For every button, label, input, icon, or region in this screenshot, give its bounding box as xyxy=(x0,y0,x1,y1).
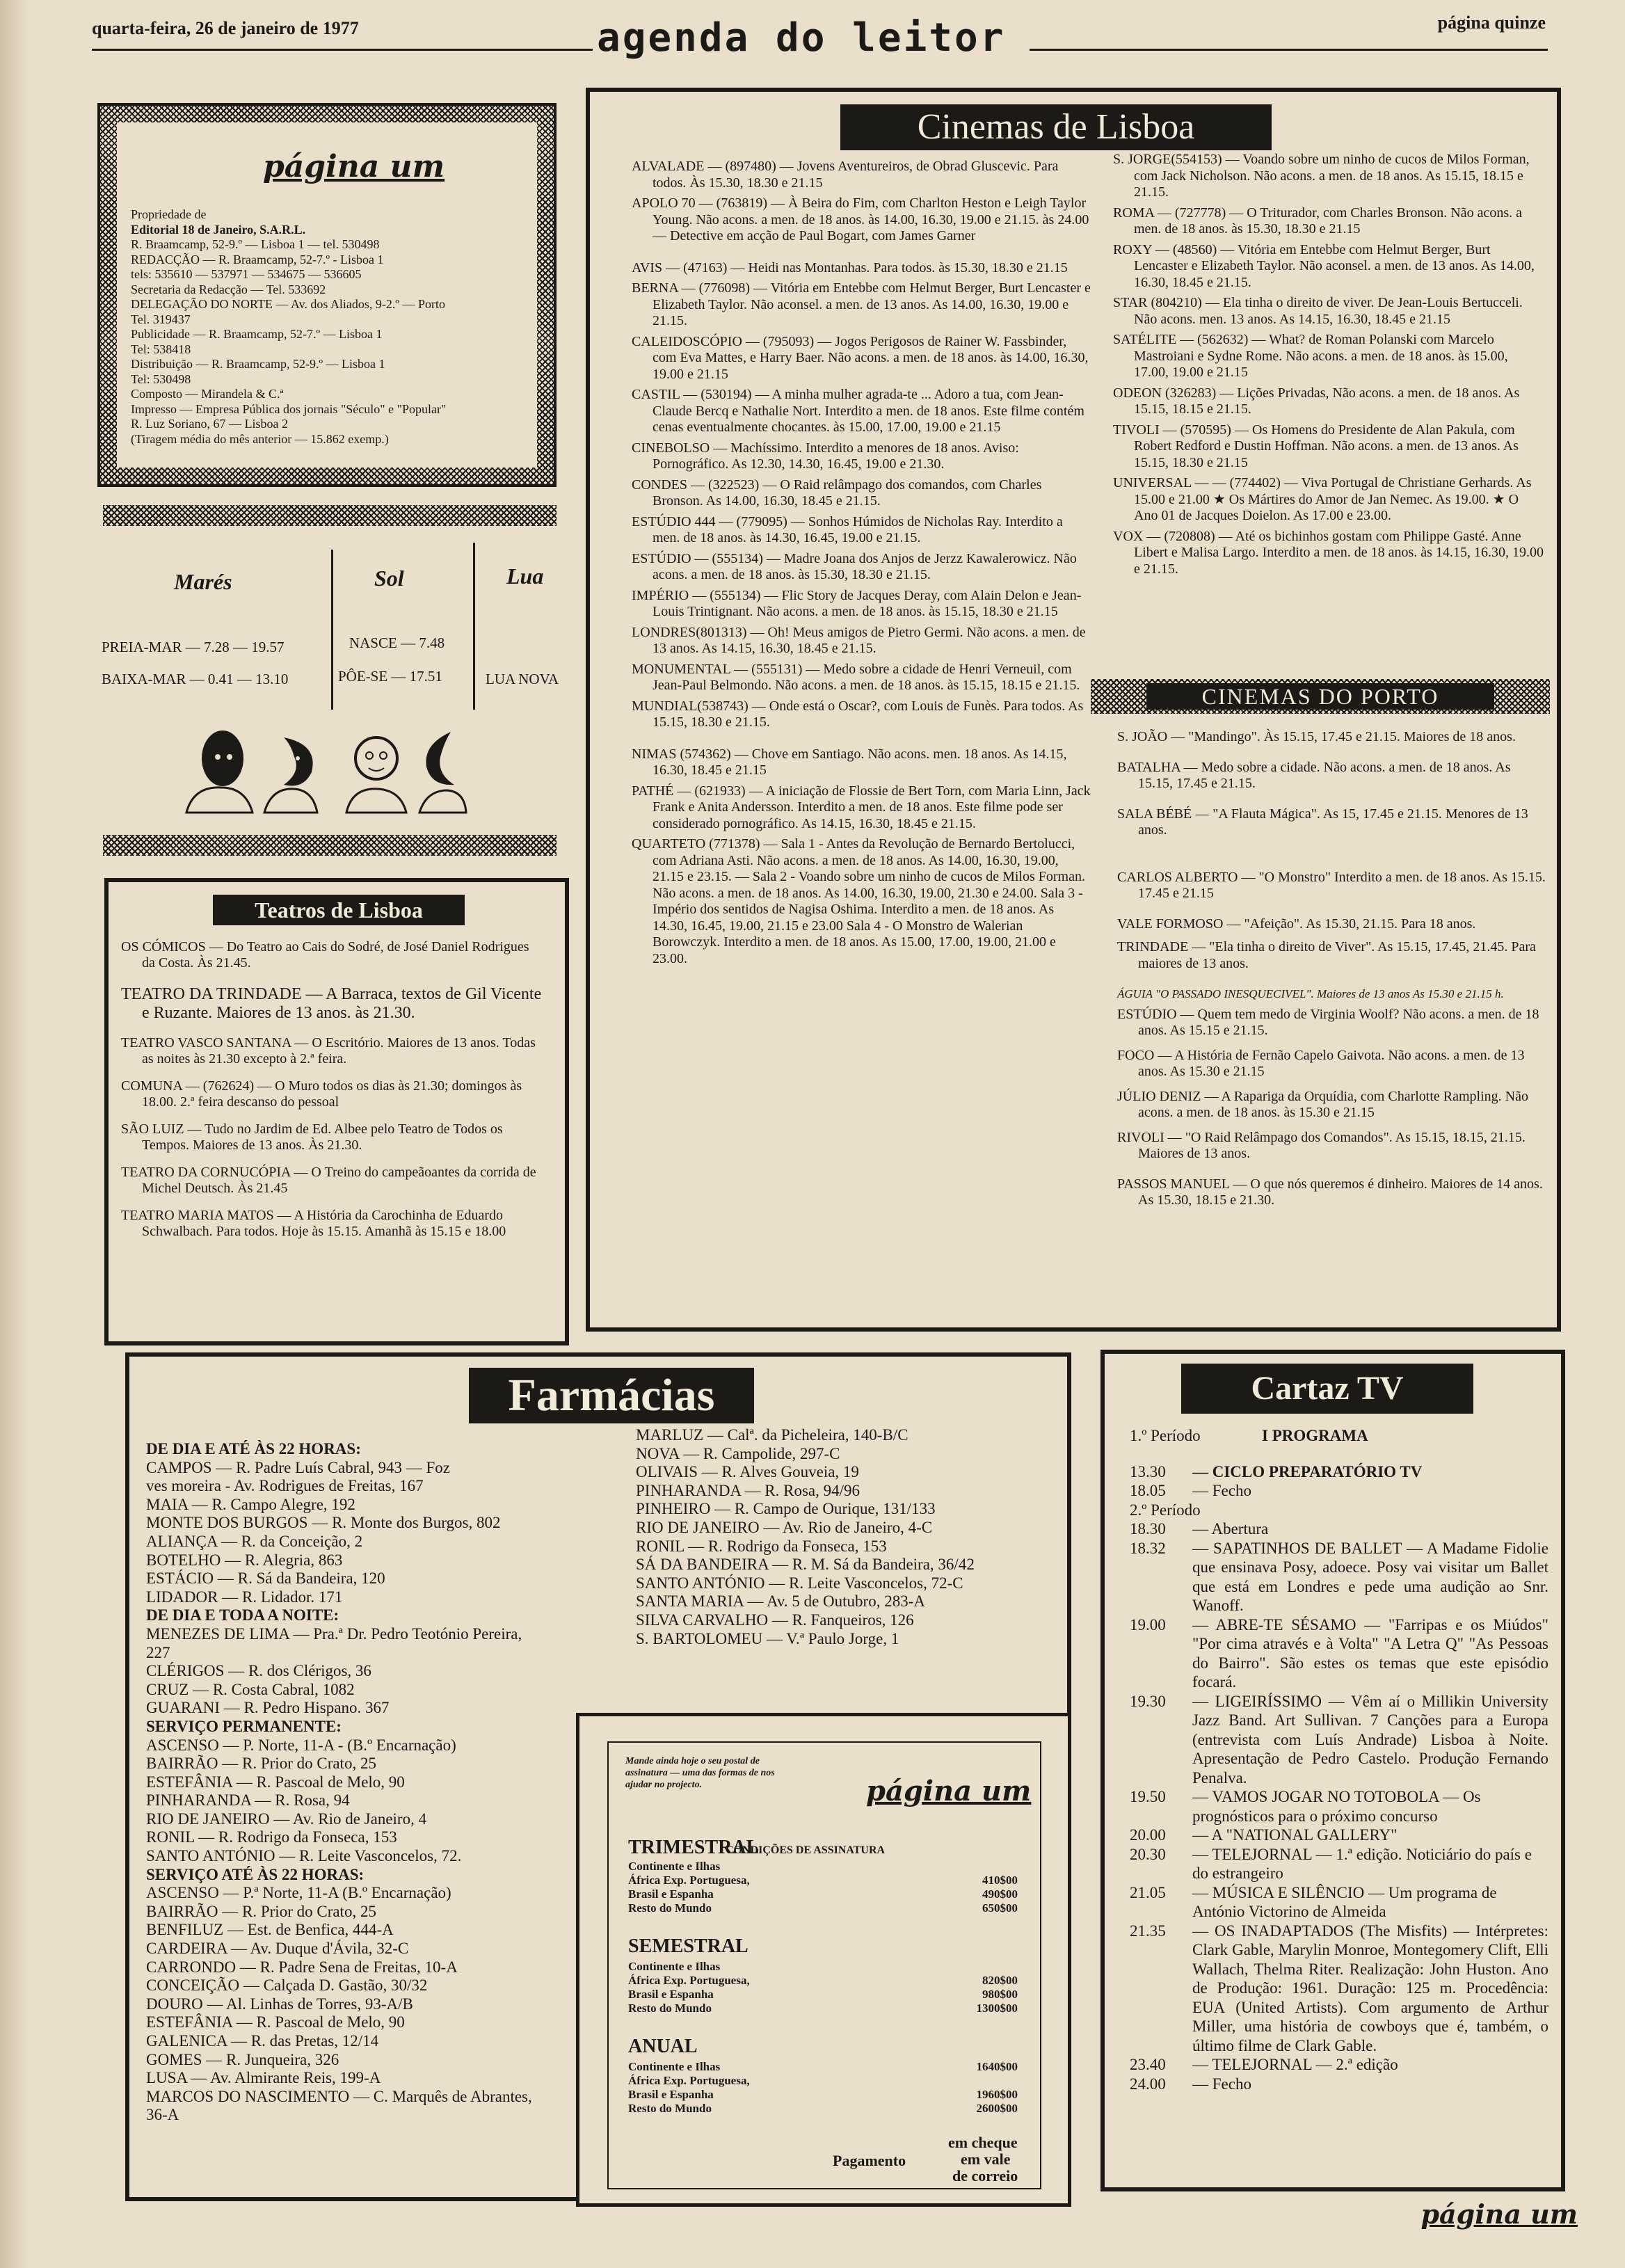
tides-divider-1 xyxy=(331,550,333,710)
trimestral-rows xyxy=(628,1860,1018,1915)
teatros-title: Teatros de Lisboa xyxy=(213,895,465,925)
price-row xyxy=(628,1960,1018,1974)
tv-time: 19.00 xyxy=(1130,1615,1166,1634)
price-region: África Exp. Portuguesa, xyxy=(628,1974,750,1987)
tv-time: 23.40 xyxy=(1130,2056,1166,2073)
tv-row xyxy=(1130,1787,1548,1826)
tides-heading: Marés xyxy=(174,569,232,594)
tv-time: 20.30 xyxy=(1130,1845,1166,1863)
farmacia-line: SERVIÇO ATÉ ÀS 22 HORAS: xyxy=(146,1865,365,1883)
moon-heading: Lua xyxy=(506,564,544,589)
price-value: 1960$00 xyxy=(976,2088,1018,2101)
tv-program: — TELEJORNAL — 1.ª edição. Noticiário do país e do estrangeiro xyxy=(1192,1845,1532,1882)
cinemas-porto-list xyxy=(1117,729,1548,1213)
price-value: 410$00 xyxy=(982,1874,1018,1887)
cinemas-box xyxy=(586,88,1561,1332)
tv-row xyxy=(1130,2075,1548,2094)
cinema-item: MONUMENTAL — (555131) — Medo sobre a cidade de Henri Verneuil, com Jean-Paul Belmondo. Não acons. a men. de 18 anos. às 15.15, 18.15 e 21.15. xyxy=(632,661,1080,693)
farmacia-line: PINHEIRO — R. Campo de Ourique, 131/133 xyxy=(636,1500,936,1518)
face-2-icon xyxy=(264,737,317,813)
masthead-line: R. Braamcamp, 52-9.º — Lisboa 1 — tel. 530498 xyxy=(131,237,380,251)
price-value: 820$00 xyxy=(982,1974,1018,1987)
assinatura-heading: CONDIÇÕES DE ASSINATURA xyxy=(726,1844,886,1856)
farmacia-line: LIDADOR — R. Lidador. 171 xyxy=(146,1588,343,1606)
tv-program: — VAMOS JOGAR NO TOTOBOLA — Os prognósticos para o próximo concurso xyxy=(1192,1788,1481,1825)
trimestral-label: TRIMESTRAL xyxy=(628,1837,760,1858)
farmacia-line: DE DIA E TODA A NOITE: xyxy=(146,1606,339,1624)
cinema-item: AVIS — (47163) — Heidi nas Montanhas. Para todos. às 15.30, 18.30 e 21.15 xyxy=(632,259,1068,275)
face-4-icon xyxy=(419,732,466,813)
tv-row xyxy=(1130,1692,1548,1788)
sunset: PÔE-SE — 17.51 xyxy=(338,668,442,685)
tv-row xyxy=(1130,1845,1548,1883)
farmacias-box xyxy=(125,1352,1071,2201)
hatch-band-bottom xyxy=(103,835,557,856)
porto-item: CARLOS ALBERTO — "O Monstro" Interdito a men. de 18 anos. As 15.15. 17.45 e 21.15 xyxy=(1117,869,1546,901)
tv-program: — MÚSICA E SILÊNCIO — Um programa de António Victorino de Almeida xyxy=(1192,1883,1497,1920)
anual-label: ANUAL xyxy=(628,2036,698,2057)
farmacia-line: ESTÁCIO — R. Sá da Bandeira, 120 xyxy=(146,1570,385,1588)
tv-program: — OS INADAPTADOS (The Misfits) — Intérpretes: Clark Gable, Marylin Monroe, Montegomery Clift, Elli Wallach, Thelma Riter. Realização: John Huston. Ano de Produção: 1961. Duração: 125 m. Procedência: EUA (United Artists). Com argumento de Arthur Miller, uma história de cowboys que é, também, o último filme de Clark Gable. xyxy=(1192,1922,1548,2054)
tv-title: Cartaz TV xyxy=(1181,1364,1473,1414)
masthead-line: Tel: 538418 xyxy=(131,342,191,356)
price-row xyxy=(628,1901,1018,1915)
farmacia-line: RONIL — R. Rodrigo da Fonseca, 153 xyxy=(146,1828,397,1846)
farmacia-line: MARCOS DO NASCIMENTO — C. Marquês de Abrantes, 36-A xyxy=(146,2087,532,2124)
masthead-line: Editorial 18 de Janeiro, S.A.R.L. xyxy=(131,222,306,237)
farmacia-line: BENFILUZ — Est. de Benfica, 444-A xyxy=(146,1921,394,1939)
masthead-frame xyxy=(97,103,557,487)
tv-program: — Abertura xyxy=(1192,1520,1269,1538)
porto-item: BATALHA — Medo sobre a cidade. Não acons. a men. de 18 anos. As 15.15, 17.45 e 21.15. xyxy=(1117,759,1511,791)
farmacia-line: RIO DE JANEIRO — Av. Rio de Janeiro, 4-C xyxy=(636,1518,933,1536)
tv-time: 19.50 xyxy=(1130,1788,1166,1805)
price-row xyxy=(628,1974,1018,1988)
farmacia-line: CAMPOS — R. Padre Luís Cabral, 943 — Foz xyxy=(146,1458,450,1476)
porto-banner-hatch xyxy=(1091,679,1550,714)
tv-row xyxy=(1130,1462,1548,1482)
price-value: 650$00 xyxy=(982,1901,1018,1915)
tv-program: — TELEJORNAL — 2.ª edição xyxy=(1192,2056,1398,2073)
masthead-lines xyxy=(131,207,534,447)
porto-item: ESTÚDIO — Quem tem medo de Virginia Woolf? Não acons. a men. de 18 anos. As 15.15 e 21.15. xyxy=(1117,1006,1539,1038)
cinema-item: ESTÚDIO — (555134) — Madre Joana dos Anjos de Jerzz Kawalerowicz. Não acons. a men. de 18 anos. às 15.30, 18.30 e 21.15. xyxy=(632,550,1077,582)
farmacias-col1 xyxy=(146,1440,550,2125)
price-row xyxy=(628,2060,1018,2074)
moon-phase: LUA NOVA xyxy=(486,671,559,687)
masthead-line: Tel. 319437 xyxy=(131,312,191,326)
farmacia-line: GUARANI — R. Pedro Hispano. 367 xyxy=(146,1699,390,1717)
price-region: Resto do Mundo xyxy=(628,1901,712,1915)
price-row xyxy=(628,1887,1018,1901)
cinema-item: TIVOLI — (570595) — Os Homens do Presidente de Alan Pakula, com Robert Redford e Dustin Hoffman. Não acons. a men. de 13 anos. As 15.15, 18.30 e 21.15 xyxy=(1113,422,1519,470)
tv-program: — A "NATIONAL GALLERY" xyxy=(1192,1826,1398,1844)
farmacia-line: SANTO ANTÓNIO — R. Leite Vasconcelos, 72. xyxy=(146,1847,462,1865)
farmacia-line: PINHARANDA — R. Rosa, 94/96 xyxy=(636,1481,860,1499)
cinema-item: PATHÉ — (621933) — A iniciação de Flossie de Bert Torn, com Maria Linn, Jack Frank e Anita Andersson. Interdito a men. de 18 anos. Este filme pode ser considerado pornográfico. As 14.15, 16.30, 18.45 e 21.15. xyxy=(632,783,1091,831)
farmacia-line: CARDEIRA — Av. Duque d'Ávila, 32-C xyxy=(146,1940,409,1958)
tv-time: 18.30 xyxy=(1130,1520,1166,1538)
tv-program: — Fecho xyxy=(1192,2075,1251,2093)
farmacia-line: RONIL — R. Rodrigo da Fonseca, 153 xyxy=(636,1537,887,1555)
masthead-line: tels: 535610 — 537971 — 534675 — 536605 xyxy=(131,267,362,281)
tv-time: 18.05 xyxy=(1130,1482,1166,1499)
farmacia-line: SÁ DA BANDEIRA — R. M. Sá da Bandeira, 36/42 xyxy=(636,1556,975,1574)
cinema-item: ROMA — (727778) — O Triturador, com Charles Bronson. Não acons. a men. de 18 anos. às 15.30, 18.30 e 21.15 xyxy=(1113,205,1523,237)
price-region: Continente e Ilhas xyxy=(628,1960,721,1973)
cinema-item: MUNDIAL(538743) — Onde está o Oscar?, com Louis de Funès. Para todos. As 15.15, 18.30 e 21.15. xyxy=(632,698,1084,730)
farmacia-line: CARRONDO — R. Padre Sena de Freitas, 10-A xyxy=(146,1958,458,1976)
price-value: 1300$00 xyxy=(976,2002,1018,2015)
cartoon-faces xyxy=(179,724,486,814)
sun-heading: Sol xyxy=(374,566,404,591)
farmacia-line: LUSA — Av. Almirante Reis, 199-A xyxy=(146,2069,381,2087)
teatros-list xyxy=(121,939,545,1244)
masthead-line: Distribuição — R. Braamcamp, 52-9.º — Lisboa 1 xyxy=(131,357,385,371)
masthead-line: R. Luz Soriano, 67 — Lisboa 2 xyxy=(131,417,288,431)
pay-label: Pagamento xyxy=(833,2152,906,2169)
tv-program: — ABRE-TE SÉSAMO — "Farripas e os Miúdos" "Por cima através e à Volta" "A Letra Q" "As Pessoas do Bairro". São estes os temas que este episódio focará. xyxy=(1192,1615,1548,1691)
price-value: 1640$00 xyxy=(976,2060,1018,2073)
price-region: Resto do Mundo xyxy=(628,2002,712,2015)
cinemas-porto-title: CINEMAS DO PORTO xyxy=(1146,683,1494,710)
masthead-line: Tel: 530498 xyxy=(131,372,191,386)
porto-item: PASSOS MANUEL — O que nós queremos é dinheiro. Maiores de 14 anos. As 15.30, 18.15 e 21.30. xyxy=(1117,1176,1543,1208)
price-row xyxy=(628,2074,1018,2088)
tv-time: 18.32 xyxy=(1130,1539,1166,1557)
farmacia-line: MONTE DOS BURGOS — R. Monte dos Burgos, 802 xyxy=(146,1514,501,1532)
cinema-item: S. JORGE(554153) — Voando sobre um ninho de cucos de Milos Forman, com Jack Nicholson. Não acons. a men. de 18 anos. As 15.15, 18.15 e 21.15. xyxy=(1113,152,1530,200)
farmacia-line: S. BARTOLOMEU — V.ª Paulo Jorge, 1 xyxy=(636,1629,899,1647)
tv-row xyxy=(1130,1481,1548,1501)
porto-item: VALE FORMOSO — "Afeição". As 15.30, 21.15. Para 18 anos. xyxy=(1117,916,1476,932)
farmacia-line: ESTEFÂNIA — R. Pascoal de Melo, 90 xyxy=(146,2013,405,2031)
cinemas-lisboa-col2 xyxy=(1113,152,1544,582)
farmacia-line: MAIA — R. Campo Alegre, 192 xyxy=(146,1495,355,1513)
header-rule-right xyxy=(1030,49,1548,51)
cinema-item: ESTÚDIO 444 — (779095) — Sonhos Húmidos de Nicholas Ray. Interdito a men. de 18 anos. às 14.30, 16.45, 19.00 e 21.15. xyxy=(632,513,1063,545)
header-date: quarta-feira, 26 de janeiro de 1977 xyxy=(92,18,359,38)
farmacia-line: ves moreira - Av. Rodrigues de Freitas, 167 xyxy=(146,1477,424,1495)
tv-row xyxy=(1130,1826,1548,1845)
cinema-item: QUARTETO (771378) — Sala 1 - Antes da Revolução de Bernardo Bertolucci, com Adriana Asti. Não acons. a men. de 18 anos. As 14.00, 16.30, 19.00, 21.15 e 23.15. — Sala 2 - Voando sobre um ninho de cucos de Milos Forman. Não acons. a men. de 18 anos. As 14.00, 16.30, 19.00, 21.30 e 24.00. Sala 3 - Império dos sentidos de Nagisa Oshima. Interdito a men. de 18 anos. As 14.30, 16.45, 19.00, 21.15 e 23.00 Sala 4 - O Monstro de Walerian Borowczyk. Interdito a men. de 18 anos. As 15.00, 17.00, 19.00, 21.00 e 23.00. xyxy=(632,836,1085,966)
masthead-inner xyxy=(117,122,537,468)
tv-program: I PROGRAMA xyxy=(1262,1427,1368,1444)
tv-time: 2.º Período xyxy=(1130,1501,1201,1519)
tv-row xyxy=(1130,1501,1548,1520)
farmacia-line: GOMES — R. Junqueira, 326 xyxy=(146,2050,339,2068)
header-rule-left xyxy=(92,49,593,51)
farmacia-line: MARLUZ — Calª. da Picheleira, 140-B/C xyxy=(636,1426,908,1444)
pay-vale: em vale xyxy=(961,2150,1011,2168)
sunrise: NASCE — 7.48 xyxy=(349,634,445,651)
farmacia-line: SANTA MARIA — Av. 5 de Outubro, 283-A xyxy=(636,1592,925,1611)
price-region: África Exp. Portuguesa, xyxy=(628,1874,750,1887)
cinema-item: CALEIDOSCÓPIO — (795093) — Jogos Perigosos de Rainer W. Fassbinder, com Eva Mattes, e Harry Baer. Não acons. a men. de 18 anos. às 14.00, 16.30, 19.00 e 21.15 xyxy=(632,333,1089,382)
price-row xyxy=(628,1860,1018,1874)
cinemas-lisboa-col1 xyxy=(632,159,1091,971)
tv-time: 13.30 xyxy=(1130,1462,1166,1480)
farmacia-line: PINHARANDA — R. Rosa, 94 xyxy=(146,1791,350,1810)
farmacia-line: ALIANÇA — R. da Conceição, 2 xyxy=(146,1532,363,1550)
price-region: Brasil e Espanha xyxy=(628,1887,714,1901)
price-value: 2600$00 xyxy=(976,2102,1018,2115)
teatro-item: TEATRO DA TRINDADE — A Barraca, textos de Gil Vicente e Ruzante. Maiores de 13 anos. às 21.30. xyxy=(121,985,542,1022)
price-row xyxy=(628,2102,1018,2116)
farmacia-line: RIO DE JANEIRO — Av. Rio de Janeiro, 4 xyxy=(146,1810,427,1828)
price-row xyxy=(628,2002,1018,2015)
farmacias-title: Farmácias xyxy=(469,1368,754,1423)
porto-item: ÁGUIA "O PASSADO INESQUECIVEL". Maiores de 13 anos As 15.30 e 21.15 h. xyxy=(1117,987,1504,1000)
tv-program: — CICLO PREPARATÓRIO TV xyxy=(1192,1462,1423,1480)
header-title: agenda do leitor xyxy=(597,15,1006,61)
pay-cheque: em cheque xyxy=(948,2134,1018,2151)
tv-program: — SAPATINHOS DE BALLET — A Madame Fidolie que ensinava Posy, adoece. Posy vai visitar um Ballet que está em Londres e pede uma audição ao Snr. Wanoff. xyxy=(1192,1539,1548,1614)
masthead-line: Composto — Mirandela & C.ª xyxy=(131,387,284,401)
face-1-icon xyxy=(186,730,253,813)
masthead-line: REDACÇÃO — R. Braamcamp, 52-7.º - Lisboa 1 xyxy=(131,252,384,266)
farmacia-line: SERVIÇO PERMANENTE: xyxy=(146,1717,342,1735)
assinatura-box xyxy=(576,1713,1071,2207)
face-3-icon xyxy=(346,737,406,813)
tv-row xyxy=(1130,1615,1548,1692)
teatro-item: OS CÓMICOS — Do Teatro ao Cais do Sodré, de José Daniel Rodrigues da Costa. Às 21.45. xyxy=(121,939,529,971)
cinema-item: CONDES — (322523) — O Raid relâmpago dos comandos, com Charles Bronson. As 14.00, 16.30, 18.45 e 21.15. xyxy=(632,477,1042,509)
porto-item: S. JOÃO — "Mandingo". Às 15.15, 17.45 e 21.15. Maiores de 18 anos. xyxy=(1117,729,1516,744)
tv-program: — Fecho xyxy=(1192,1482,1251,1499)
tv-time: 21.05 xyxy=(1130,1883,1166,1901)
tv-time: 19.30 xyxy=(1130,1692,1166,1710)
cinema-item: ODEON (326283) — Lições Privadas, Não acons. a men. de 18 anos. As 15.15, 18.15 e 21.15. xyxy=(1113,385,1520,417)
cinema-item: NIMAS (574362) — Chove em Santiago. Não acons. men. 18 anos. As 14.15, 16.30, 18.45 e 21.15 xyxy=(632,746,1067,778)
teatro-item: TEATRO MARIA MATOS — A História da Carochinha de Eduardo Schwalbach. Para todos. Hoje às 15.15. Amanhã às 15.15 e 18.00 xyxy=(121,1208,506,1239)
masthead-line: (Tiragem média do mês anterior — 15.862 exemp.) xyxy=(131,431,389,446)
cinema-item: VOX — (720808) — Até os bichinhos gostam com Philippe Gasté. Anne Libert e Malisa Largo. Interdito a men. de 18 anos. às 14.15, 16.30, 19.00 e 21.15. xyxy=(1113,528,1544,577)
price-region: Continente e Ilhas xyxy=(628,1860,721,1873)
teatro-item: TEATRO VASCO SANTANA — O Escritório. Maiores de 13 anos. Todas as noites às 21.30 excepto à 2.ª feira. xyxy=(121,1035,536,1067)
price-value: 490$00 xyxy=(982,1887,1018,1901)
tv-time: 21.35 xyxy=(1130,1922,1166,1940)
farmacia-line: ESTEFÂNIA — R. Pascoal de Melo, 90 xyxy=(146,1773,405,1791)
price-region: Brasil e Espanha xyxy=(628,1988,714,2001)
farmacia-line: SILVA CARVALHO — R. Fanqueiros, 126 xyxy=(636,1611,914,1629)
cinema-item: LONDRES(801313) — Oh! Meus amigos de Pietro Germi. Não acons. a men. de 13 anos. As 14.15, 16.30, 18.45 e 21.15. xyxy=(632,624,1086,656)
low-tide: BAIXA-MAR — 0.41 — 13.10 xyxy=(102,671,289,687)
porto-item: TRINDADE — "Ela tinha o direito de Viver". As 15.15, 17.45, 21.45. Para maiores de 13 anos. xyxy=(1117,939,1536,971)
teatros-box xyxy=(104,878,569,1345)
farmacia-line: OLIVAIS — R. Alves Gouveia, 19 xyxy=(636,1463,859,1481)
cinema-item: IMPÉRIO — (555134) — Flic Story de Jacques Deray, com Alain Delon e Jean-Louis Trintignant. Não acons. a men. de 18 anos. às 15.15, 18.30 e 21.15 xyxy=(632,587,1082,619)
page-edge xyxy=(0,0,28,2268)
masthead-line: Impresso — Empresa Pública dos jornais "Século" e "Popular" xyxy=(131,401,447,416)
cinema-item: ALVALADE — (897480) — Jovens Aventureiros, de Obrad Gluscevic. Para todos. Às 15.30, 18.30 e 21.15 xyxy=(632,159,1059,191)
masthead-line: Propriedade de xyxy=(131,207,207,221)
farmacia-line: GALENICA — R. das Pretas, 12/14 xyxy=(146,2032,379,2050)
cinema-item: APOLO 70 — (763819) — À Beira do Fim, com Charlton Heston e Leigh Taylor Young. Não acons. a men. de 18 anos. às 14.00, 16.30, 19.00 e 21.15. às 24.00 — Detective em acção de Paul Bogart, com James Garner xyxy=(632,195,1089,243)
anual-rows xyxy=(628,2060,1018,2116)
farmacia-line: CLÉRIGOS — R. dos Clérigos, 36 xyxy=(146,1662,371,1680)
teatro-item: TEATRO DA CORNUCÓPIA — O Treino do campeãoantes da corrida de Michel Deutsch. Às 21.45 xyxy=(121,1165,536,1196)
tides-divider-2 xyxy=(473,543,475,710)
farmacia-line: BAIRRÃO — R. Prior do Crato, 25 xyxy=(146,1755,376,1773)
cinema-item: UNIVERSAL — — (774402) — Viva Portugal de Christiane Gerhards. As 15.00 e 21.00 ★ Os Mártires do Amor de Jan Nemec. As 19.00. ★ O Ano 01 de Jacques Doielon. As 17.00 e 23.00. xyxy=(1113,475,1532,523)
farmacia-line: DE DIA E ATÉ ÀS 22 HORAS: xyxy=(146,1440,361,1458)
farmacia-line: DOURO — Al. Linhas de Torres, 93-A/B xyxy=(146,1995,413,2013)
farmacia-line: BAIRRÃO — R. Prior do Crato, 25 xyxy=(146,1902,376,1920)
tv-row xyxy=(1130,2055,1548,2075)
tv-row xyxy=(1130,1426,1548,1446)
porto-item: SALA BÉBÉ — "A Flauta Mágica". As 15, 17.45 e 21.15. Menores de 13 anos. xyxy=(1117,806,1528,838)
farmacia-line: ASCENSO — P.ª Norte, 11-A (B.º Encarnação) xyxy=(146,1884,451,1902)
price-region: África Exp. Portuguesa, xyxy=(628,2074,750,2087)
farmacia-line: CONCEIÇÃO — Calçada D. Gastão, 30/32 xyxy=(146,1976,428,1995)
cinema-item: STAR (804210) — Ela tinha o direito de viver. De Jean-Louis Bertucceli. Não acons. men. 13 anos. As 14.15, 16.30, 18.45 e 21.15 xyxy=(1113,295,1523,327)
tv-time: 20.00 xyxy=(1130,1826,1166,1844)
price-value: 980$00 xyxy=(982,1988,1018,2001)
tv-time: 24.00 xyxy=(1130,2075,1166,2093)
price-region: Brasil e Espanha xyxy=(628,2088,714,2101)
teatro-item: SÃO LUIZ — Tudo no Jardim de Ed. Albee pelo Teatro de Todos os Tempos. Maiores de 13 anos. Às 21.30. xyxy=(121,1121,503,1153)
masthead-line: Secretaria da Redacção — Tel. 533692 xyxy=(131,282,326,296)
tv-time: 1.º Período xyxy=(1130,1427,1201,1444)
porto-item: RIVOLI — "O Raid Relâmpago dos Comandos". As 15.15, 18.15, 21.15. Maiores de 13 anos. xyxy=(1117,1129,1526,1161)
header-page: página quinze xyxy=(1437,13,1546,33)
semestral-rows xyxy=(628,1960,1018,2015)
tv-schedule xyxy=(1130,1426,1548,2093)
masthead-logo: página um xyxy=(263,149,445,184)
porto-item: JÚLIO DENIZ — A Rapariga da Orquídia, com Charlotte Rampling. Não acons. a men. de 18 anos. às 15.30 e 21.15 xyxy=(1117,1088,1528,1120)
farmacia-line: SANTO ANTÓNIO — R. Leite Vasconcelos, 72-C xyxy=(636,1574,963,1592)
cinemas-lisboa-title: Cinemas de Lisboa xyxy=(840,104,1272,150)
semestral-label: SEMESTRAL xyxy=(628,1935,749,1957)
price-row xyxy=(628,1988,1018,2002)
cinema-item: CINEBOLSO — Machíssimo. Interdito a menores de 18 anos. Aviso: Pornográfico. As 12.30, 14.30, 16.45, 19.00 e 21.30. xyxy=(632,440,1019,472)
tv-row xyxy=(1130,1922,1548,2056)
price-row xyxy=(628,2088,1018,2102)
farmacias-col2 xyxy=(636,1426,1053,1648)
hatch-band-top xyxy=(103,505,557,526)
cinema-item: SATÉLITE — (562632) — What? de Roman Polanski com Marcelo Mastroiani e Sydne Rome. Não acons. a men. de 18 anos. às 15.00, 17.00, 19.00 e 21.15 xyxy=(1113,332,1508,380)
farmacia-line: ASCENSO — P. Norte, 11-A - (B.º Encarnação) xyxy=(146,1736,456,1754)
farmacia-line: MENEZES DE LIMA — Pra.ª Dr. Pedro Teotónio Pereira, 227 xyxy=(146,1624,522,1661)
tv-row xyxy=(1130,1519,1548,1539)
farmacia-line: BOTELHO — R. Alegria, 863 xyxy=(146,1551,343,1569)
cinema-item: BERNA — (776098) — Vitória em Entebbe com Helmut Berger, Burt Lencaster e Elizabeth Taylor. Não aconsel. a men. de 13 anos. As 14.00, 16.30, 19.00 e 21.15. xyxy=(632,280,1091,328)
pay-correio: de correio xyxy=(952,2167,1018,2185)
farmacia-line: NOVA — R. Campolide, 297-C xyxy=(636,1444,840,1462)
price-region: Resto do Mundo xyxy=(628,2102,712,2115)
price-row xyxy=(628,1874,1018,1887)
assinatura-logo: página um xyxy=(866,1775,1032,1807)
cinema-item: ROXY — (48560) — Vitória em Entebbe com Helmut Berger, Burt Lencaster e Elizabeth Taylor. Não aconsel. a men. de 13 anos. As 14.00, 16.30, 18.45 e 21.15. xyxy=(1113,241,1535,290)
farmacia-line: CRUZ — R. Costa Cabral, 1082 xyxy=(146,1680,355,1698)
price-region: Continente e Ilhas xyxy=(628,2060,721,2073)
tv-program: — LIGEIRÍSSIMO — Vêm aí o Millikin University Jazz Band. Art Sullivan. 7 Canções para a Europa (entrevista com Luís Andrade) Lisboa à Noite. Apresentação de Pedro Castelo. Produção Fernando Penalva. xyxy=(1192,1692,1548,1787)
masthead-line: DELEGAÇÃO DO NORTE — Av. dos Aliados, 9-2.º — Porto xyxy=(131,297,445,311)
tv-row xyxy=(1130,1539,1548,1615)
tv-row xyxy=(1130,1883,1548,1922)
porto-item: FOCO — A História de Fernão Capelo Gaivota. Não acons. a men. de 13 anos. As 15.30 e 21.15 xyxy=(1117,1047,1525,1079)
teatro-item: COMUNA — (762624) — O Muro todos os dias às 21.30; domingos às 18.00. 2.ª feira descanso do pessoal xyxy=(121,1078,522,1110)
footer-logo: página um xyxy=(1420,2198,1578,2230)
tv-box xyxy=(1100,1350,1565,2191)
cinema-item: CASTIL — (530194) — A minha mulher agrada-te ... Adoro a tua, com Jean-Claude Bercq e Nathalie Nort. Interdito a men. de 18 anos. Este filme contém cenas eventualmente chocantes. às 15.00, 17.00, 19.00 e 21.15 xyxy=(632,387,1084,435)
assinatura-note: Mande ainda hoje o seu postal de assinatura — uma das formas de nos ajudar no projecto. xyxy=(625,1756,775,1790)
high-tide: PREIA-MAR — 7.28 — 19.57 xyxy=(102,639,285,655)
masthead-line: Publicidade — R. Braamcamp, 52-7.º — Lisboa 1 xyxy=(131,327,383,341)
